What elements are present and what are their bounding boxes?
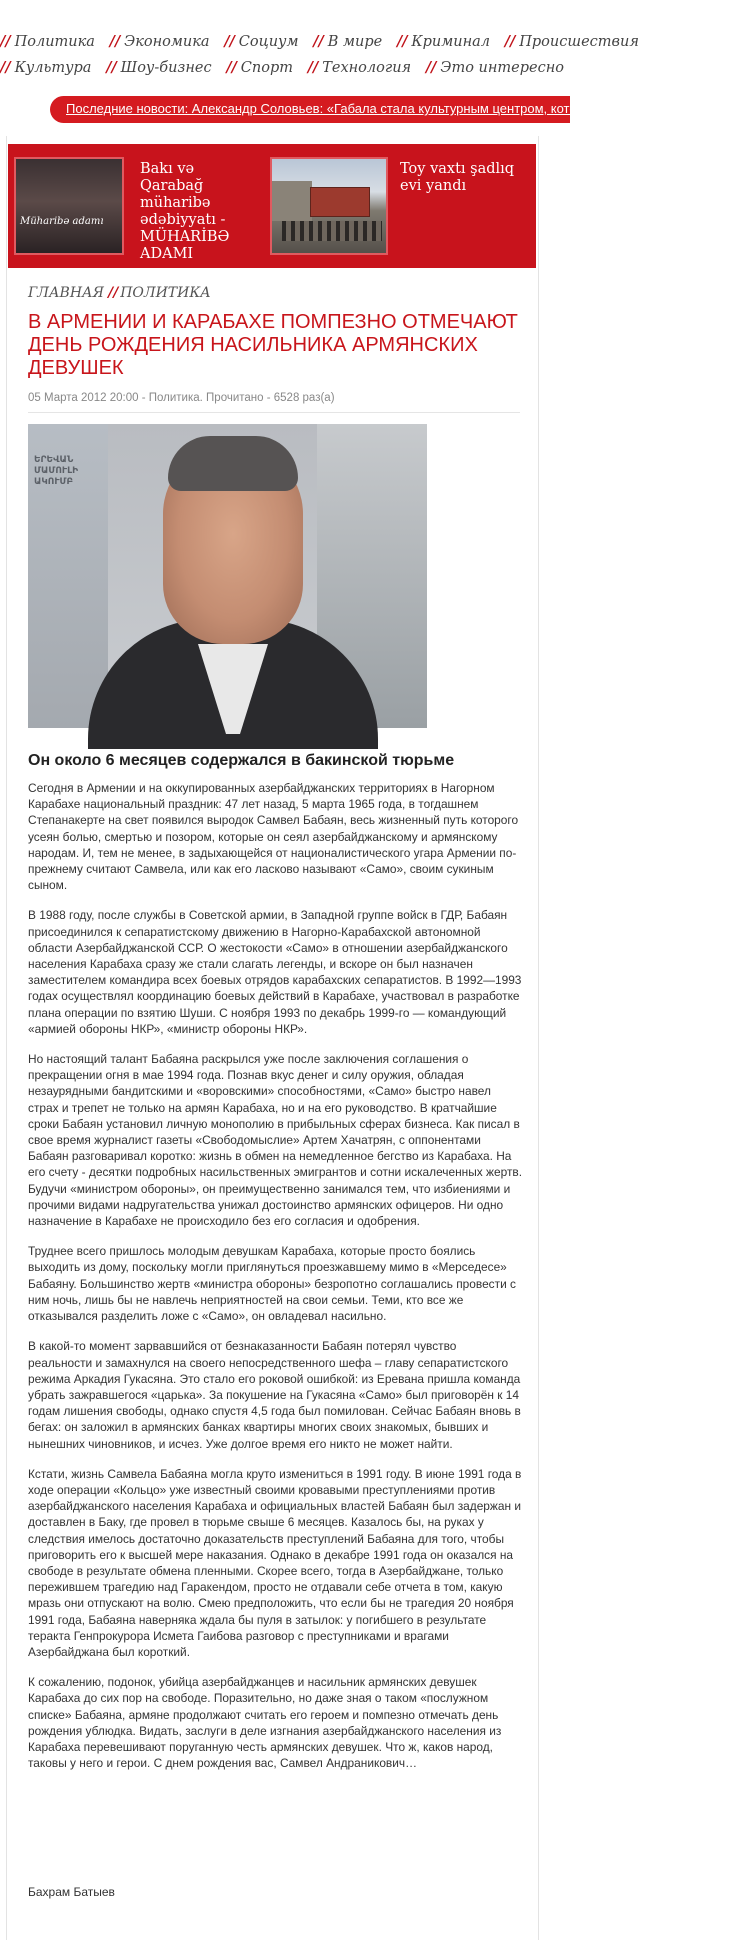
vehicle-shape [310,187,370,217]
nav-item-showbiz[interactable]: // Шоу-бизнес [106,59,212,76]
featured-title[interactable]: Bakı və Qarabağ müharibə ədəbiyyatı -MÜHARİBƏ ADAMI [140,161,230,262]
breadcrumb-separator: // [107,285,119,301]
article-photo [28,424,427,728]
nav-separator: // [396,33,408,50]
article-paragraph: Сегодня в Армении и на оккупированных азербайджанских территориях в Нагорном Карабахе национальный праздник: 47 лет назад, 5 марта 1965 года, в тогдашнем Степанакерте на свет появился выродок Самвел Бабаян, весь жизненный путь которого усеян болью, смертью и позором, которые он сеял азербайджанскому и армянскому народам. И, тем не менее, в задыхающейся от националистического угара Армении по-прежнему считают Самвела, или как его ласково называют «Само», своим сукиным сыном. [28,781,519,893]
nav-item-culture[interactable]: // Культура [0,59,92,76]
nav-item-society[interactable]: // Социум [224,33,299,50]
ticker-link[interactable]: Последние новости: Александр Соловьев: «Габала стала культурным центром, которым гордится Азербайджан» [66,101,751,116]
nav-separator: // [224,33,235,50]
nav-separator: // [0,59,11,76]
nav-separator: // [106,59,117,76]
article-title: В АРМЕНИИ И КАРАБАХЕ ПОМПЕЗНО ОТМЕЧАЮТ ДЕНЬ РОЖДЕНИЯ НАСИЛЬНИКА АРМЯНСКИХ ДЕВУШЕК [28,311,518,379]
breadcrumb-section[interactable]: ПОЛИТИКА [120,285,211,301]
article-paragraph: Труднее всего пришлось молодым девушкам Карабаха, которые просто боялись выходить из дому, поскольку могли приглянуться проезжавшему мимо в «Мерседесе» Бабаяну. Большинство жертв «министра обороны» безропотно соглашались провести с ним ночь, лишь бы не навлечь неприятностей на свои семьи. Теми, кто все же отказывался разделить ложе с «Само», он овладевал насильно. [28,1244,516,1324]
featured-thumbnail[interactable] [270,157,388,255]
backdrop-lettering: ԵՐԵՎԱՆ ՄԱՄՈՒԼԻ ԱԿՈՒՄԲ [34,454,79,486]
nav-separator: // [226,59,237,76]
nav-item-incidents[interactable]: // Происшествия [504,33,639,50]
portrait-hair [168,436,298,491]
article-paragraph: Кстати, жизнь Самвела Бабаяна могла круто измениться в 1991 году. В июне 1991 года в ходе операции «Кольцо» уже известный своими кровавыми преступлениями против азербайджанского населения Карабаха и официальных властей Бабаян был задержан и доставлен в Баку, где провел в тюрьме свыше 6 месяцев. Казалось бы, на руках у следствия имелось достаточно доказательств преступлений Бабаяна для того, чтобы приговорить его к высшей мере наказания. Однако в декабре 1991 года он оказался на свободе в результате обмена пленными. Скорее всего, тогда в Азербайджане, только пережившем трагедию над Гаракендом, просто не отдавали себе отчета в том, какую мразь они отпускают на волю. Смею предположить, что если бы не трагедия 20 ноября 1991 года, Бабаяна наверняка ждала бы пуля в затылок: у погибшего в результате теракта Генпрокурора Исмета Гаибова разговор с преступниками и врагами Азербайджана был короткий. [28,1466,522,1659]
article-meta: 05 Марта 2012 20:00 - Политика. Прочитано - 6528 раз(а) [28,392,335,404]
nav-item-sport[interactable]: // Спорт [226,59,293,76]
article-author: Бахрам Батыев [28,1885,115,1899]
nav-item-economy[interactable]: // Экономика [109,33,210,50]
nav-separator: // [109,33,121,50]
featured-strip [8,144,536,268]
breadcrumb-home[interactable]: ГЛАВНАЯ [28,285,104,301]
news-ticker [50,96,751,123]
nav-item-crime[interactable]: // Криминал [396,33,491,50]
nav-separator: // [425,59,437,76]
featured-item[interactable] [14,157,264,262]
nav-separator: // [0,33,11,50]
nav-separator: // [307,59,319,76]
nav-item-interesting[interactable]: // Это интересно [425,59,565,76]
nav-item-technology[interactable]: // Технология [307,59,412,76]
nav-row-secondary [0,59,574,83]
featured-title[interactable]: Toy vaxtı şadlıq evi yandı [400,161,515,194]
building-shape [272,181,312,221]
nav-item-world[interactable]: // В мире [313,33,383,50]
main-nav [0,30,639,85]
thumbnail-caption: Müharibə adamı [20,216,104,227]
nav-separator: // [313,33,324,50]
article-paragraph: Но настоящий талант Бабаяна раскрылся уже после заключения соглашения о прекращении огня в мае 1994 года. Познав вкус денег и силу оружия, обладая незаурядными бандитскими и «воровскими» способностями, «Само» быстро навел страх и трепет не только на армян Карабаха, но и на его руководство. В кратчайшие сроки Бабаян установил личную монополию в прибыльных сферах бизнеса. Как писал в свое время журналист газеты «Свободомыслие» Артем Хачатрян, с оппонентами Бабаян разговаривал коротко: жизнь в обмен на немедленное бегство из Карабаха. На его счету - десятки подробных насильственных эмигрантов и сотни искалеченных жертв. Будучи «министром обороны», он преимущественно занимался тем, что избиениями и прочими видами надругательства унижал достоинство армянских офицеров. Ни одно назначение в Карабахе не происходило без его согласия и одобрения. [28,1052,523,1229]
article-paragraph: В какой-то момент зарвавшийся от безнаказанности Бабаян потерял чувство реальности и замахнулся на своего непосредственного шефа – главу сепаратистского режима Аркадия Гукасяна. Это стало его роковой ошибкой: из Еревана пришла команда убрать зажравшегося «царька». За покушение на Гукасяна «Само» был приговорён к 14 годам лишения свободы, однако спустя 4,5 года был помилован. Сейчас Бабаян вновь в бегах: он заложил в армянских банках квартиры многих своих знакомых, бывших и нынешних чиновников, и исчез. Уже долгое время его никто не может найти. [28,1339,521,1451]
nav-item-politics[interactable]: // Политика [0,33,95,50]
crowd-shape [282,221,382,241]
meta-divider [28,412,520,413]
breadcrumb [28,285,211,301]
nav-row-primary [0,33,649,57]
nav-separator: // [504,33,516,50]
article-subheading: Он около 6 месяцев содержался в бакинской тюрьме [28,752,455,769]
featured-item[interactable] [270,157,530,257]
article-body [28,780,523,1785]
article-paragraph: В 1988 году, после службы в Советской армии, в Западной группе войск в ГДР, Бабаян присоединился к сепаратистскому движению в Нагорно-Карабахской автономной области Азербайджанской ССР. О жестокости «Само» в отношении азербайджанского населения Карабаха сразу же стали слагать легенды, и вскоре он был назначен заместителем командира всех боевых отрядов карабахских сепаратистов. В 1992—1993 годах осуществлял координацию боевых действий в Карабахе, участвовал в разработке плана операции по взятию Шуши. С ноября 1993 по декабрь 1999-го — командующий «армией обороны НКР», «министр обороны НКР». [28,908,522,1036]
article-paragraph: К сожалению, подонок, убийца азербайджанцев и насильник армянских девушек Карабаха до сих пор на свободе. Поразительно, но даже зная о таком «послужном списке» Бабаяна, армяне продолжают считать его героем и помпезно отмечать день рождения ублюдка. Видать, заслуги в деле изгнания азербайджанского населения из Карабаха перевешивают поруганную честь армянских девушек. Что ж, каков народ, таковы у него и герои. С днем рождения вас, Самвел Андраникович… [28,1675,502,1771]
featured-thumbnail[interactable] [14,157,124,255]
